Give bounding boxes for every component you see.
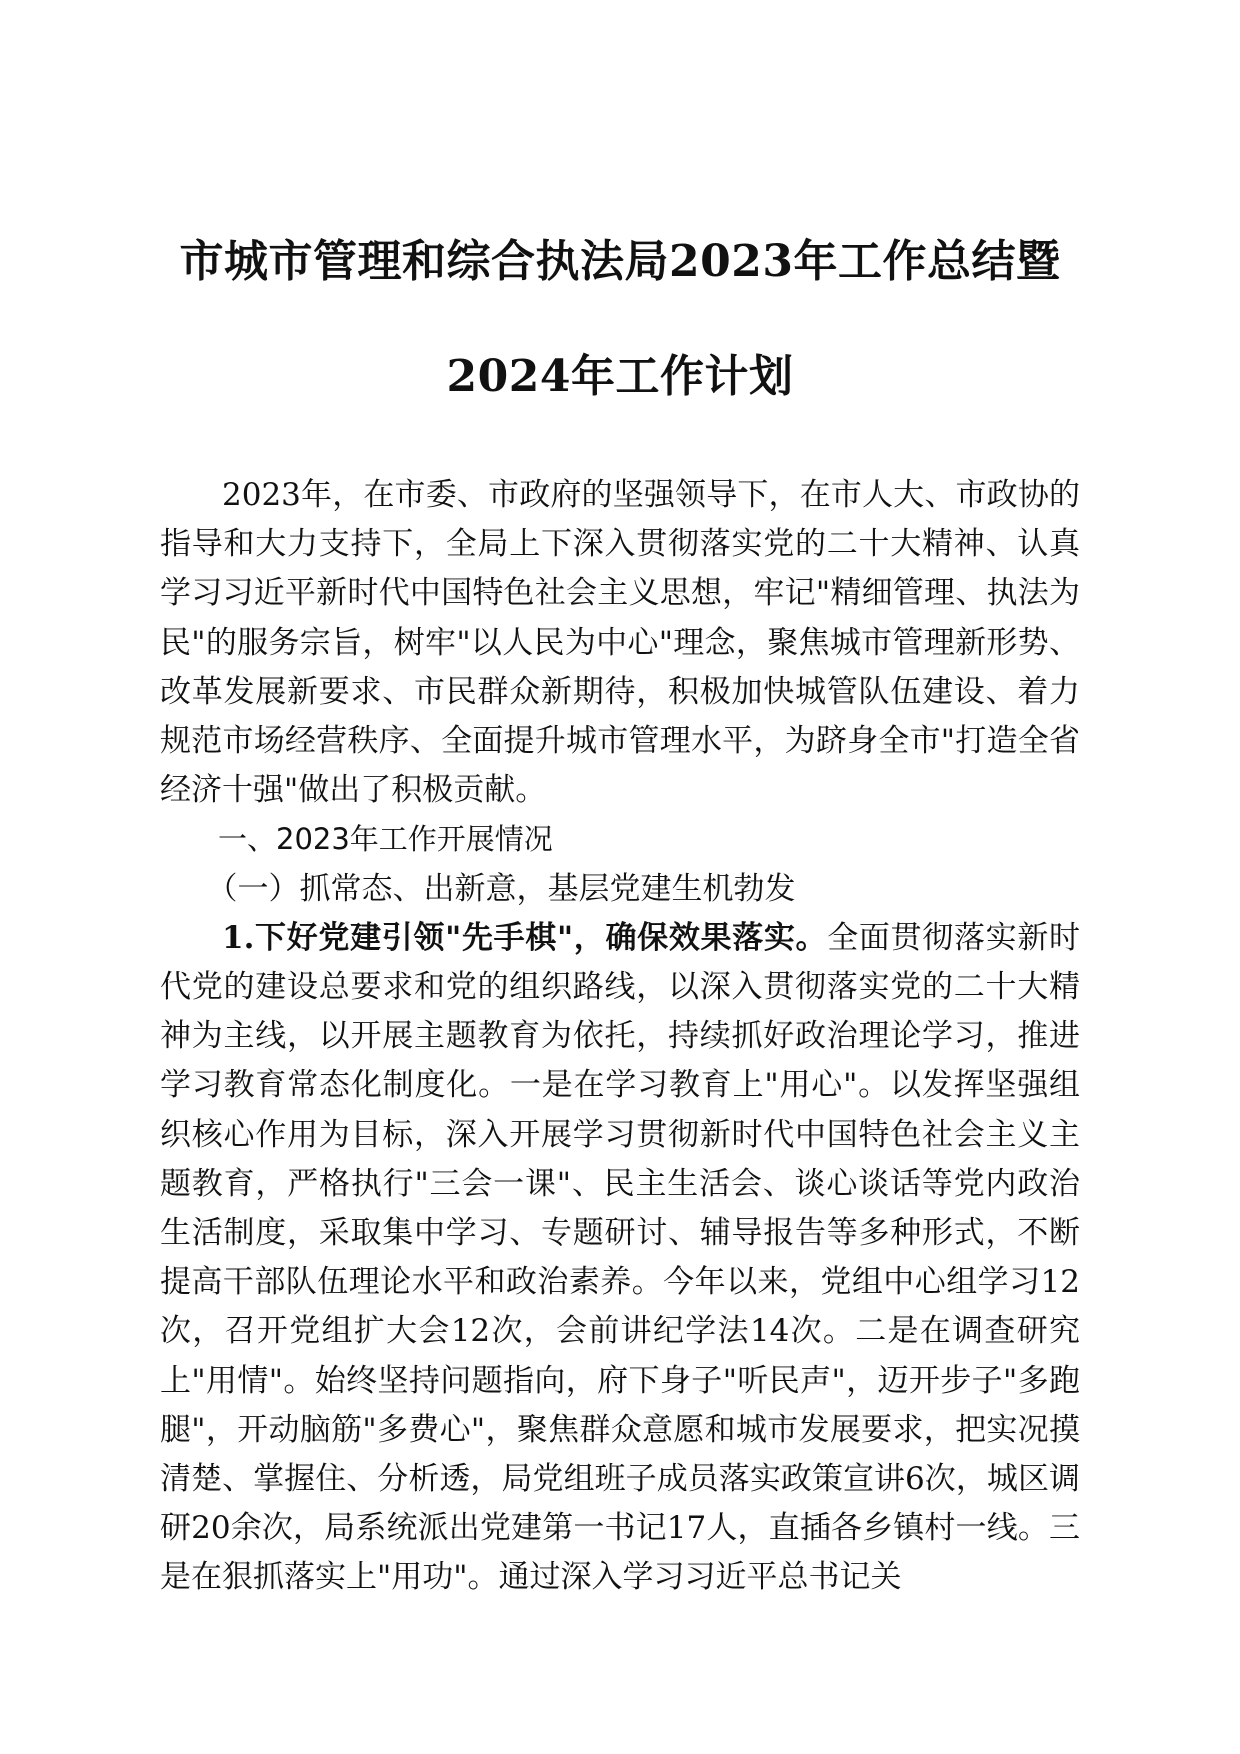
item-1-lead: 1.下好党建引领"先手棋"，确保效果落实。 — [222, 919, 828, 956]
item-1-paragraph — [160, 914, 1080, 1603]
document-title-line-2: 2024年工作计划 — [446, 351, 794, 402]
document-title-line-1: 市城市管理和综合执法局2023年工作总结暨 — [179, 236, 1061, 287]
item-1-body: 全面贯彻落实新时代党的建设总要求和党的组织路线，以深入贯彻落实党的二十大精神为主线，以开展主题教育为依托，持续抓好政治理论学习，推进学习教育常态化制度化。一是在学习教育上"用心"。以发挥坚强组织核心作用为目标，深入开展学习贯彻新时代中国特色社会主义主题教育，严格执行"三会一课"、民主生活会、谈心谈话等党内政治生活制度，采取集中学习、专题研讨、辅导报告等多种形式，不断提高干部队伍理论水平和政治素养。今年以来，党组中心组学习12次，召开党组扩大会12次，会前讲纪学法14次。二是在调查研究上"用情"。始终坚持问题指向，府下身子"听民声"，迈开步子"多跑腿"，开动脑筋"多费心"，聚焦群众意愿和城市发展要求，把实况摸清楚、掌握住、分析透，局党组班子成员落实政策宣讲6次，城区调研20余次，局系统派出党建第一书记17人，直插各乡镇村一线。三是在狠抓落实上"用功"。通过深入学习习近平总书记关 — [160, 919, 1081, 1596]
intro-paragraph: 2023年，在市委、市政府的坚强领导下，在市人大、市政协的指导和大力支持下，全局上下深入贯彻落实党的二十大精神、认真学习习近平新时代中国特色社会主义思想，牢记"精细管理、执法为民"的服务宗旨，树牢"以人民为中心"理念，聚焦城市管理新形势、改革发展新要求、市民群众新期待，积极加快城管队伍建设、着力规范市场经营秩序、全面提升城市管理水平，为跻身全市"打造全省经济十强"做出了积极贡献。 — [160, 477, 1080, 809]
document-body — [160, 471, 1080, 1603]
subsection-heading-1: （一）抓常态、出新意，基层党建生机勃发 — [206, 870, 796, 907]
section-heading-1: 一、2023年工作开展情况 — [218, 822, 553, 857]
